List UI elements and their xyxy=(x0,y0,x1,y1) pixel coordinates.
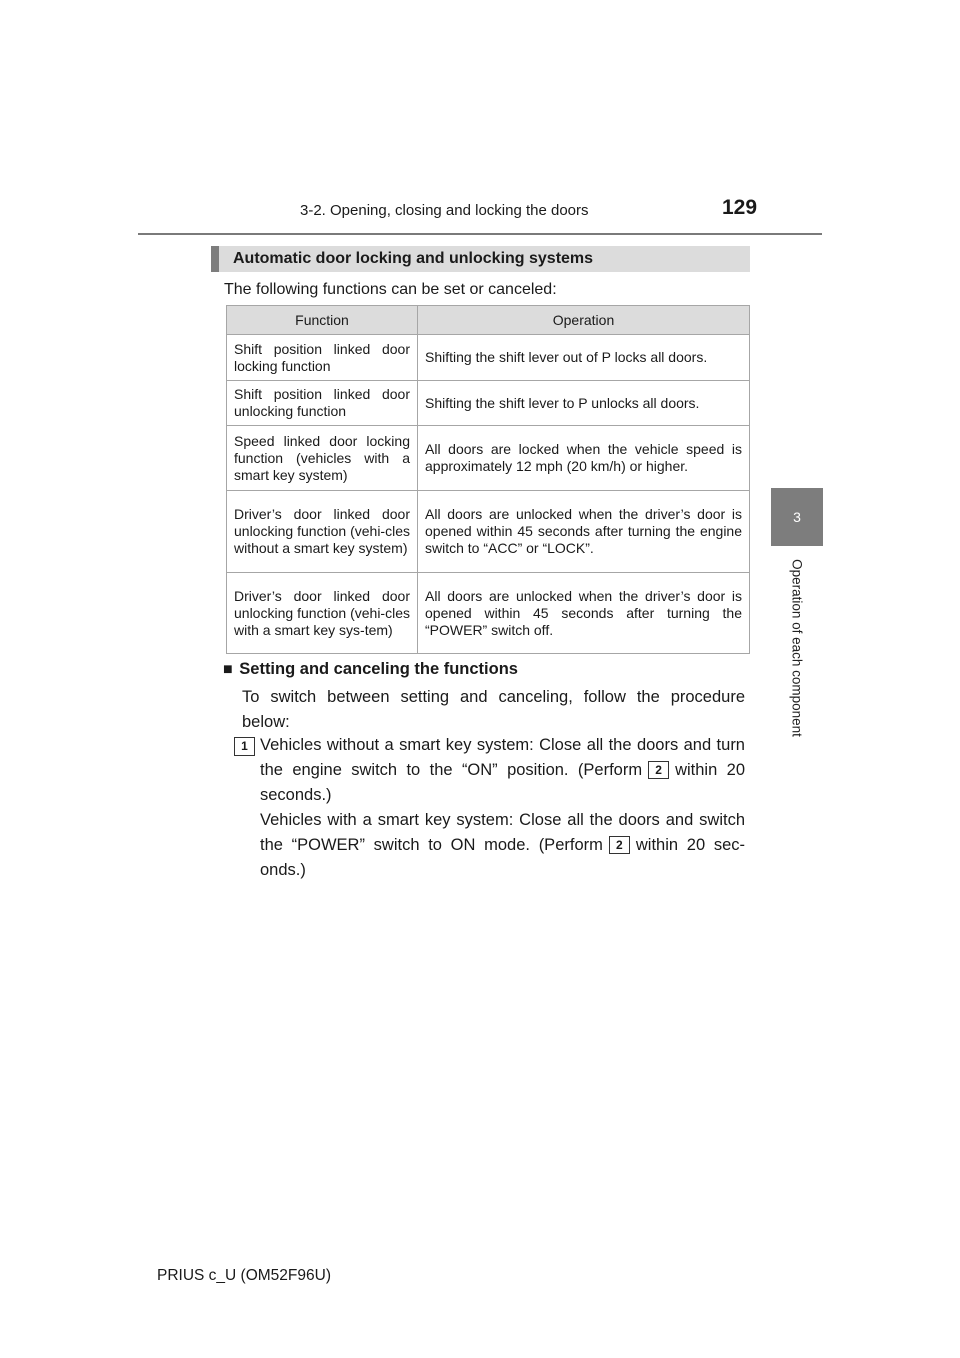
table-row xyxy=(227,491,750,573)
table-row xyxy=(227,381,750,426)
chapter-tab-label: Operation of each component xyxy=(789,559,805,737)
subsection-heading xyxy=(223,660,518,679)
column-header-operation: Operation xyxy=(418,306,750,335)
step-reference-badge: 2 xyxy=(648,761,669,779)
function-cell: Shift position linked door unlocking function xyxy=(227,381,418,426)
header-divider xyxy=(138,233,822,235)
step-reference-badge: 2 xyxy=(609,836,630,854)
section-heading-text: Automatic door locking and unlocking systems xyxy=(233,250,594,267)
column-header-function: Function xyxy=(227,306,418,335)
footer-model-code: PRIUS c_U (OM52F96U) xyxy=(157,1267,331,1284)
step-1-no-smart-key xyxy=(260,733,745,808)
operation-cell: Shifting the shift lever out of P locks all doors. xyxy=(418,335,750,381)
operation-cell: Shifting the shift lever to P unlocks all doors. xyxy=(418,381,750,426)
function-cell: Speed linked door locking function (vehicles with a smart key system) xyxy=(227,426,418,491)
page-number: 129 xyxy=(722,196,758,219)
step-text: Vehicles without a smart key system: Close all the doors and turn the engine switch to the “ON” position. (Perform xyxy=(260,736,745,779)
step-1-smart-key xyxy=(260,808,745,883)
intro-text: The following functions can be set or canceled: xyxy=(224,281,557,298)
operation-cell: All doors are unlocked when the driver’s door is opened within 45 seconds after turning the “POWER” switch off. xyxy=(418,573,750,654)
section-heading xyxy=(211,246,750,272)
square-bullet-icon: ■ xyxy=(223,661,233,678)
function-cell: Driver’s door linked door unlocking function (vehi-cles with a smart key sys-tem) xyxy=(227,573,418,654)
step-text: within 20 sec-onds.) xyxy=(260,836,745,879)
step-text: Vehicles with a smart key system: Close all the doors and switch the “POWER” switch to ON mode. (Perform xyxy=(260,811,745,854)
function-cell: Shift position linked door locking function xyxy=(227,335,418,381)
procedure-intro: To switch between setting and canceling, follow the procedure below: xyxy=(242,688,745,731)
operation-cell: All doors are locked when the vehicle speed is approximately 12 mph (20 km/h) or higher. xyxy=(418,426,750,491)
function-cell: Driver’s door linked door unlocking function (vehi-cles without a smart key system) xyxy=(227,491,418,573)
table-row xyxy=(227,335,750,381)
subsection-title: Setting and canceling the functions xyxy=(239,660,518,678)
running-header-section: 3-2. Opening, closing and locking the doors xyxy=(300,202,589,219)
functions-table xyxy=(226,305,750,654)
chapter-tab-number: 3 xyxy=(771,488,823,546)
step-text: within 20 seconds.) xyxy=(260,761,745,804)
step-number-badge: 1 xyxy=(234,737,255,756)
table-row xyxy=(227,426,750,491)
operation-cell: All doors are unlocked when the driver’s door is opened within 45 seconds after turning the engine switch to “ACC” or “LOCK”. xyxy=(418,491,750,573)
step-1-text xyxy=(260,733,745,883)
table-row xyxy=(227,573,750,654)
table-header-row xyxy=(227,306,750,335)
